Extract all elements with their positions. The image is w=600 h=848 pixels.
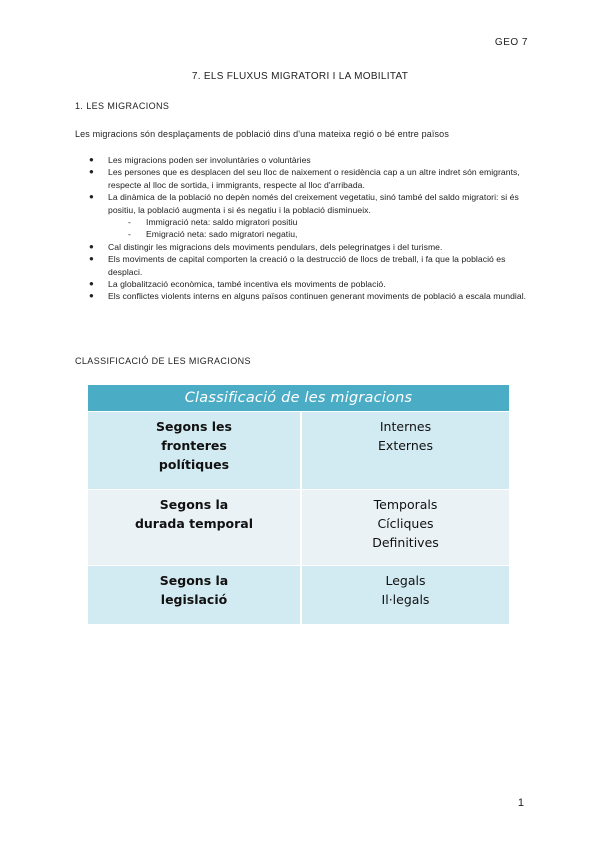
criterion-cell: Segons la legislació (88, 566, 301, 625)
bullet-icon: ● (89, 167, 94, 177)
bullet-icon: ● (89, 241, 94, 251)
sub-list-item: - Immigració neta: saldo migratori positiu (128, 217, 298, 228)
page-title: 7. ELS FLUXUS MIGRATORI I LA MOBILITAT (191, 71, 409, 82)
bullet-icon: ● (89, 279, 94, 289)
classification-table (88, 385, 509, 624)
bullet-icon: ● (89, 192, 94, 202)
bullet-icon: ● (89, 155, 94, 164)
bullet-icon: ● (89, 254, 94, 264)
bullet-icon: ● (89, 291, 94, 301)
list-item: ● Les migracions poden ser involuntàries o voluntàries (89, 155, 311, 165)
types-cell: Temporals Cícliques Definitives (301, 490, 509, 566)
dash-icon: - (128, 229, 131, 240)
types-cell: Legals Il·legals (301, 566, 509, 625)
bullet-list (75, 154, 530, 303)
course-label: GEO 7 (494, 37, 528, 48)
page-number: 1 (517, 797, 524, 809)
list-item: ● Cal distingir les migracions dels moviments pendulars, dels pelegrinatges i del turisme. (89, 241, 443, 252)
list-item: ● Les persones que es desplacen del seu lloc de naixement o residència cap a un altre indret són emigrants, respecte al lloc de sortida, i immigrants, respecte al lloc d'arribada. (89, 167, 520, 190)
list-item: ● Els conflictes violents interns en alguns països continuen generant moviments de població a escala mundial. (89, 291, 527, 302)
table-row (88, 490, 509, 566)
sub-list-item: - Emigració neta: sado migratori negatiu, (128, 229, 298, 240)
table-row (88, 566, 509, 625)
sub-list (108, 216, 530, 241)
table-row (88, 412, 509, 490)
list-item: ● Els moviments de capital comporten la creació o la destrucció de llocs de treball, i fa que la població es desplaci. (89, 254, 506, 277)
list-item: ● La dinàmica de la població no depèn només del creixement vegetatiu, sinó també del saldo migratori: si és positiu, la població augmenta i si és negatiu i la població disminueix. - Immigració neta: saldo migratori positiu - Emigració neta: sado migratori negatiu, (75, 191, 530, 241)
section-heading-migracions: 1. LES MIGRACIONS (75, 101, 170, 111)
dash-icon: - (128, 217, 131, 228)
criterion-cell: Segons la durada temporal (88, 490, 301, 566)
table-title: Classificació de les migracions (88, 385, 509, 412)
section-heading-classificacio: CLASSIFICACIÓ DE LES MIGRACIONS (75, 356, 251, 366)
criterion-cell: Segons les fronteres polítiques (88, 412, 301, 490)
list-item: ● La globalització econòmica, també incentiva els moviments de població. (89, 279, 386, 290)
intro-paragraph: Les migracions són desplaçaments de població dins d'una mateixa regió o bé entre països (75, 129, 449, 139)
types-cell: Internes Externes (301, 412, 509, 490)
